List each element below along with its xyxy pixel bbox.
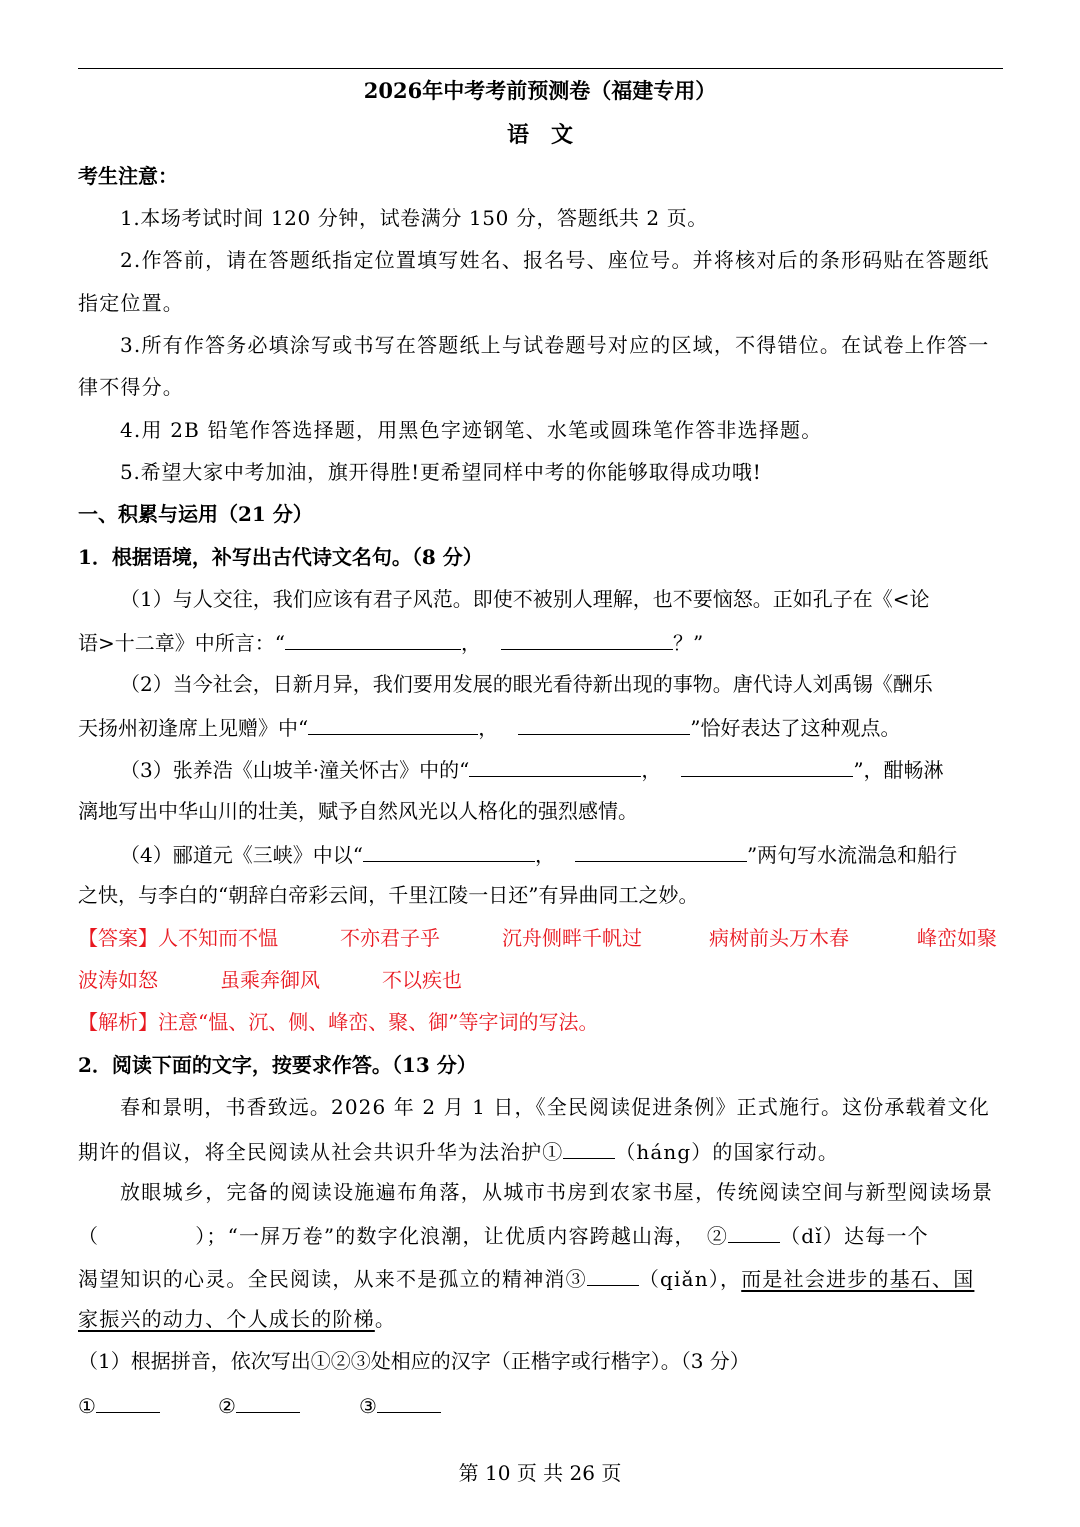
notice-item-2-cont: 指定位置。	[78, 291, 184, 315]
answer-blank[interactable]	[285, 631, 461, 650]
notice-item-5: 5.希望大家中考加油，旗开得胜!更希望同样中考的你能够取得成功哦!	[120, 460, 762, 484]
analysis-label: 【解析】	[78, 1010, 158, 1034]
section-1-heading: 一、积累与运用（21 分）	[78, 502, 313, 526]
answer-item: 沉舟侧畔千帆过	[502, 926, 642, 950]
q1-part1-line1: （1）与人交往，我们应该有君子风范。即使不被别人理解，也不要恼怒。正如孔子在《<论	[120, 587, 930, 611]
q1-part2-line2: 天扬州初逢席上见赠》中“ ， ”恰好表达了这种观点。	[78, 716, 901, 740]
question-2-heading: 2．阅读下面的文字，按要求作答。（13 分）	[78, 1053, 477, 1077]
answer-label: 【答案】	[78, 926, 158, 950]
subject-title: 语 文	[506, 122, 573, 148]
q2-para2-line1: 放眼城乡，完备的阅读设施遍布角落，从城市书房到农家书屋，传统阅读空间与新型阅读场景	[120, 1180, 994, 1204]
answer-blank[interactable]	[728, 1224, 780, 1243]
q1-part4-line1: （4）郦道元《三峡》中以“ ， ”两句写水流湍急和船行	[120, 843, 958, 867]
exam-title: 2026年中考考前预测卷（福建专用）	[363, 78, 717, 103]
answer-blank[interactable]	[575, 843, 747, 862]
q2-sub1: （1）根据拼音，依次写出①②③处相应的汉字（正楷字或行楷字）。（3 分）	[78, 1349, 750, 1373]
q2-para2-line2: （ ）；“一屏万卷”的数字化浪潮，让优质内容跨越山海， ② （dǐ）达每一个	[78, 1224, 929, 1248]
blank-1[interactable]: ①	[78, 1394, 160, 1416]
analysis-row	[78, 1012, 598, 1032]
q1-part4-line2: 之快，与李白的“朝辞白帝彩云间，千里江陵一日还”有异曲同工之妙。	[78, 883, 699, 907]
answer-row-1	[78, 928, 1003, 948]
answer-item: 不以疾也	[382, 968, 462, 992]
underlined-sentence: 而是社会进步的基石、国	[741, 1267, 975, 1291]
q2-para1-line2: 期许的倡议，将全民阅读从社会共识升华为法治护① （háng）的国家行动。	[78, 1140, 840, 1164]
page-number: 第 10 页 共 26 页	[458, 1461, 622, 1485]
answer-item: 病树前头万木春	[709, 926, 849, 950]
q2-para2-line4: 家振兴的动力、个人成长的阶梯。	[78, 1307, 397, 1331]
top-rule	[78, 68, 1003, 69]
answer-blank[interactable]	[518, 716, 690, 735]
answer-item: 峰峦如聚	[917, 926, 997, 950]
blank-3[interactable]: ③	[359, 1394, 441, 1416]
q1-part2-line1: （2）当今社会，日新月异，我们要用发展的眼光看待新出现的事物。唐代诗人刘禹锡《酬乐	[120, 672, 933, 696]
answer-item: 波涛如怒	[78, 968, 158, 992]
answer-item: 虽乘奔御风	[220, 968, 320, 992]
analysis-text: 注意“愠、沉、侧、峰峦、聚、御”等字词的写法。	[158, 1010, 599, 1034]
question-1-heading: 1．根据语境，补写出古代诗文名句。（8 分）	[78, 545, 483, 569]
notice-heading: 考生注意：	[78, 164, 178, 188]
answer-blank[interactable]	[681, 758, 853, 777]
q2-para2-line3: 渴望知识的心灵。全民阅读，从来不是孤立的精神消③ （qiǎn），而是社会进步的基石、国	[78, 1267, 975, 1291]
notice-item-4: 4.用 2B 铅笔作答选择题，用黑色字迹钢笔、水笔或圆珠笔作答非选择题。	[120, 418, 823, 442]
answer-item: 人不知而不愠	[158, 926, 278, 950]
notice-item-2: 2.作答前，请在答题纸指定位置填写姓名、报名号、座位号。并将核对后的条形码贴在答题纸	[120, 248, 990, 272]
q1-part3-line2: 漓地写出中华山川的壮美，赋予自然风光以人格化的强烈感情。	[78, 799, 638, 823]
answer-blank[interactable]	[563, 1140, 615, 1159]
answer-blank[interactable]	[587, 1267, 639, 1286]
notice-item-3: 3.所有作答务必填涂写或书写在答题纸上与试卷题号对应的区域，不得错位。在试卷上作答一	[120, 333, 990, 357]
answer-blank[interactable]	[469, 758, 641, 777]
notice-item-1: 1.本场考试时间 120 分钟，试卷满分 150 分，答题纸共 2 页。	[120, 206, 708, 230]
q1-part1-line2: 语>十二章》中所言：“ ， ？”	[78, 631, 704, 655]
answer-item: 不亦君子乎	[340, 926, 440, 950]
answer-blank[interactable]	[363, 843, 535, 862]
answer-blank[interactable]	[501, 631, 673, 650]
underlined-sentence-cont: 家振兴的动力、个人成长的阶梯	[78, 1307, 375, 1331]
notice-item-3-cont: 律不得分。	[78, 375, 184, 399]
blank-2[interactable]: ②	[218, 1394, 300, 1416]
q2-para1-line1: 春和景明，书香致远。2026 年 2 月 1 日，《全民阅读促进条例》正式施行。这份承载着文化	[120, 1095, 990, 1119]
answer-blank[interactable]	[308, 716, 478, 735]
q1-part3-line1: （3）张养浩《山坡羊·潼关怀古》中的“ ， ”，酣畅淋	[120, 758, 944, 782]
